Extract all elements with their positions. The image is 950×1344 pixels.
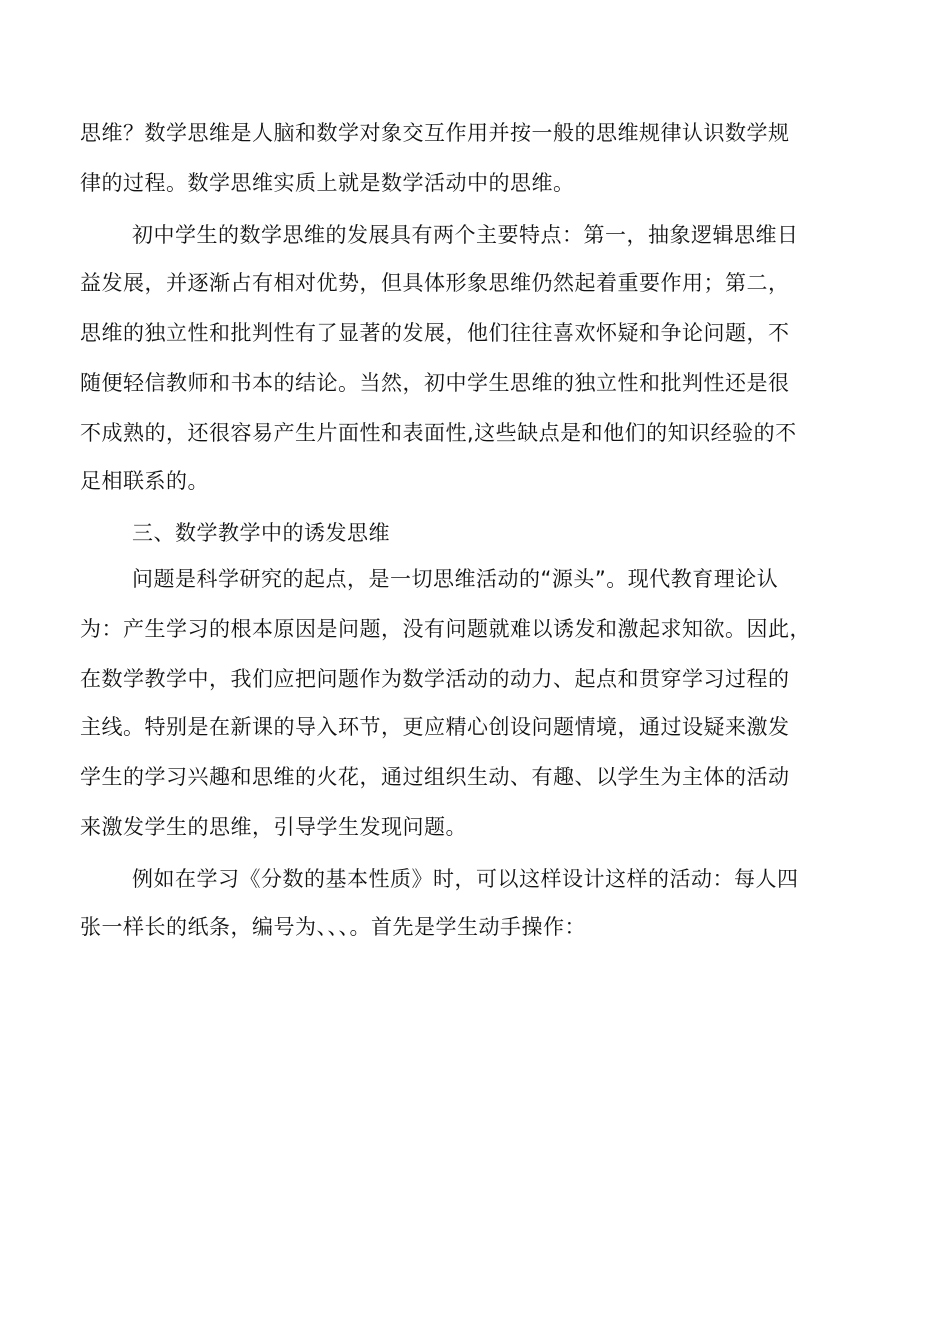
paragraph-2-line-2: 益发展，并逐渐占有相对优势，但具体形象思维仍然起着重要作用；第二， xyxy=(80,271,790,295)
paragraph-2-line-3: 思维的独立性和批判性有了显著的发展，他们往往喜欢怀疑和争论问题，不 xyxy=(80,321,790,345)
paragraph-4-line-2: 张一样长的纸条，编号为、、、。首先是学生动手操作： xyxy=(80,915,586,939)
paragraph-3-line-5: 学生的学习兴趣和思维的火花，通过组织生动、有趣、以学生为主体的活动 xyxy=(80,765,790,789)
paragraph-3-line-4: 主线。特别是在新课的导入环节，更应精心创设问题情境，通过设疑来激发 xyxy=(80,715,790,739)
section-heading: 三、数学教学中的诱发思维 xyxy=(132,521,390,545)
paragraph-2-line-4: 随便轻信教师和书本的结论。当然，初中学生思维的独立性和批判性还是很 xyxy=(80,371,790,395)
paragraph-3-line-6: 来激发学生的思维，引导学生发现问题。 xyxy=(80,815,467,839)
paragraph-1-line-1: 思维？数学思维是人脑和数学对象交互作用并按一般的思维规律认识数学规 xyxy=(80,121,790,145)
paragraph-2-line-1: 初中学生的数学思维的发展具有两个主要特点：第一，抽象逻辑思维日 xyxy=(132,223,799,247)
paragraph-2-line-5: 不成熟的，还很容易产生片面性和表面性,这些缺点是和他们的知识经验的不 xyxy=(80,421,797,445)
paragraph-3-line-3: 在数学教学中，我们应把问题作为数学活动的动力、起点和贯穿学习过程的 xyxy=(80,667,790,691)
paragraph-1-line-2: 律的过程。数学思维实质上就是数学活动中的思维。 xyxy=(80,171,575,195)
paragraph-3-line-2: 为：产生学习的根本原因是问题，没有问题就难以诱发和激起求知欲。因此， xyxy=(80,617,811,641)
paragraph-3-line-1: 问题是科学研究的起点，是一切思维活动的“源头”。现代教育理论认 xyxy=(132,567,779,591)
paragraph-4-line-1: 例如在学习《分数的基本性质》时，可以这样设计这样的活动：每人四 xyxy=(132,867,799,891)
paragraph-2-line-6: 足相联系的。 xyxy=(80,469,209,493)
